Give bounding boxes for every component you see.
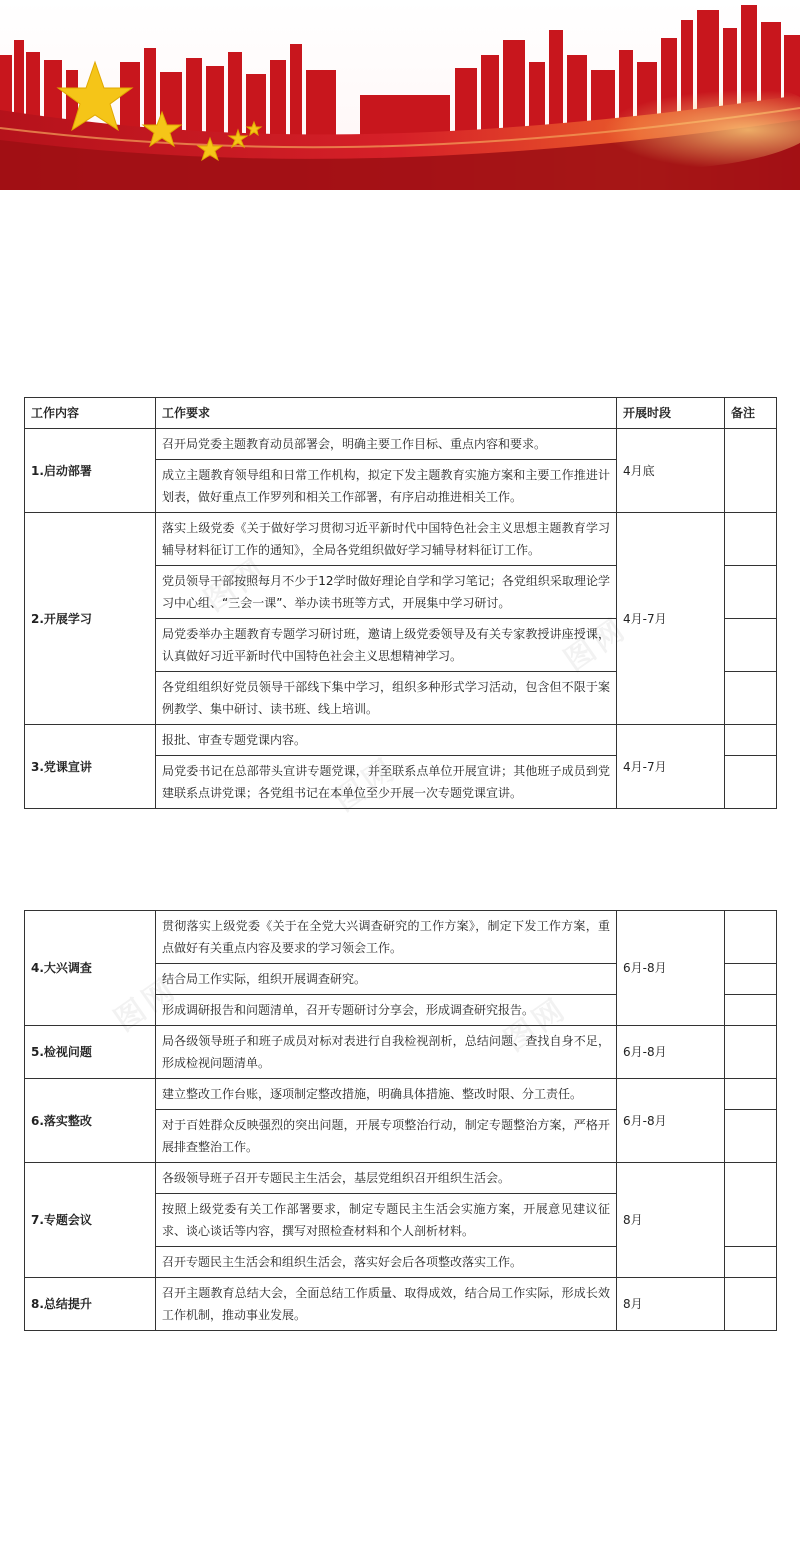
- requirement-cell: 结合局工作实际，组织开展调查研究。: [156, 964, 617, 995]
- period-cell: 8月: [617, 1163, 725, 1278]
- requirement-cell: 局各级领导班子和班子成员对标对表进行自我检视剖析，总结问题、查找自身不足，形成检视问题清单。: [156, 1026, 617, 1079]
- category-cell: 6.落实整改: [25, 1079, 156, 1163]
- table-row: [25, 513, 777, 566]
- work-plan-table-1: [24, 397, 776, 809]
- category-cell: 5.检视问题: [25, 1026, 156, 1079]
- header-remarks: 备注: [725, 398, 777, 429]
- requirement-cell: 各级领导班子召开专题民主生活会，基层党组织召开组织生活会。: [156, 1163, 617, 1194]
- watermark: 图网: [108, 971, 184, 1039]
- requirement-cell: 局党委书记在总部带头宣讲专题党课，并至联系点单位开展宣讲；其他班子成员到党建联系点讲党课；各党组书记在本单位至少开展一次专题党课宣讲。: [156, 756, 617, 809]
- period-cell: 6月-8月: [617, 1026, 725, 1079]
- requirement-cell: 局党委举办主题教育专题学习研讨班，邀请上级党委领导及有关专家教授讲座授课，认真做好习近平新时代中国特色社会主义思想精神学习。: [156, 619, 617, 672]
- table-row: [25, 1163, 777, 1194]
- header-work-content: 工作内容: [25, 398, 156, 429]
- requirement-cell: 形成调研报告和问题清单，召开专题研讨分享会，形成调查研究报告。: [156, 995, 617, 1026]
- requirement-cell: 召开专题民主生活会和组织生活会，落实好会后各项整改落实工作。: [156, 1247, 617, 1278]
- category-cell: 7.专题会议: [25, 1163, 156, 1278]
- period-cell: 4月底: [617, 429, 725, 513]
- work-plan-table-2: [24, 910, 776, 1331]
- remarks-cell: [725, 1110, 777, 1163]
- remarks-cell: [725, 756, 777, 809]
- requirement-cell: 成立主题教育领导组和日常工作机构，拟定下发主题教育实施方案和主要工作推进计划表，做好重点工作罗列和相关工作部署，有序启动推进相关工作。: [156, 460, 617, 513]
- header-work-requirement: 工作要求: [156, 398, 617, 429]
- period-cell: 6月-8月: [617, 911, 725, 1026]
- requirement-cell: 召开局党委主题教育动员部署会，明确主要工作目标、重点内容和要求。: [156, 429, 617, 460]
- header-banner: [0, 0, 800, 190]
- category-cell: 8.总结提升: [25, 1278, 156, 1331]
- requirement-cell: 对于百姓群众反映强烈的突出问题，开展专项整治行动，制定专题整治方案，严格开展排查整治工作。: [156, 1110, 617, 1163]
- requirement-cell: 建立整改工作台账，逐项制定整改措施，明确具体措施、整改时限、分工责任。: [156, 1079, 617, 1110]
- category-cell: 2.开展学习: [25, 513, 156, 725]
- remarks-cell: [725, 1163, 777, 1247]
- table-header-row: [25, 398, 777, 429]
- table-row: [25, 1026, 777, 1079]
- watermark: 图网: [498, 991, 574, 1059]
- requirement-cell: 贯彻落实上级党委《关于在全党大兴调查研究的工作方案》，制定下发工作方案，重点做好有关重点内容及要求的学习领会工作。: [156, 911, 617, 964]
- remarks-cell: [725, 1079, 777, 1110]
- period-cell: 6月-8月: [617, 1079, 725, 1163]
- period-cell: 4月-7月: [617, 725, 725, 809]
- watermark: 图网: [328, 751, 404, 819]
- requirement-cell: 落实上级党委《关于做好学习贯彻习近平新时代中国特色社会主义思想主题教育学习辅导材料征订工作的通知》，全局各党组织做好学习辅导材料征订工作。: [156, 513, 617, 566]
- category-cell: 1.启动部署: [25, 429, 156, 513]
- requirement-cell: 党员领导干部按照每月不少于12学时做好理论自学和学习笔记；各党组织采取理论学习中心组、“三会一课”、举办读书班等方式，开展集中学习研讨。: [156, 566, 617, 619]
- requirement-cell: 召开主题教育总结大会，全面总结工作质量、取得成效，结合局工作实际，形成长效工作机制，推动事业发展。: [156, 1278, 617, 1331]
- table-row: [25, 725, 777, 756]
- remarks-cell: [725, 1247, 777, 1278]
- table-row: [25, 429, 777, 460]
- remarks-cell: [725, 566, 777, 619]
- remarks-cell: [725, 995, 777, 1026]
- table-row: [25, 911, 777, 964]
- remarks-cell: [725, 672, 777, 725]
- remarks-cell: [725, 619, 777, 672]
- watermark: 图网: [558, 611, 634, 679]
- watermark: 图网: [198, 551, 274, 619]
- remarks-cell: [725, 1026, 777, 1079]
- remarks-cell: [725, 513, 777, 566]
- requirement-cell: 按照上级党委有关工作部署要求，制定专题民主生活会实施方案，开展意见建议征求、谈心谈话等内容，撰写对照检查材料和个人剖析材料。: [156, 1194, 617, 1247]
- remarks-cell: [725, 429, 777, 513]
- table-row: [25, 1278, 777, 1331]
- remarks-cell: [725, 964, 777, 995]
- remarks-cell: [725, 911, 777, 964]
- category-cell: 4.大兴调查: [25, 911, 156, 1026]
- period-cell: 8月: [617, 1278, 725, 1331]
- requirement-cell: 各党组组织好党员领导干部线下集中学习，组织多种形式学习活动，包含但不限于案例教学、集中研讨、读书班、线上培训。: [156, 672, 617, 725]
- remarks-cell: [725, 1278, 777, 1331]
- remarks-cell: [725, 725, 777, 756]
- requirement-cell: 报批、审查专题党课内容。: [156, 725, 617, 756]
- period-cell: 4月-7月: [617, 513, 725, 725]
- header-period: 开展时段: [617, 398, 725, 429]
- category-cell: 3.党课宣讲: [25, 725, 156, 809]
- table-row: [25, 1079, 777, 1110]
